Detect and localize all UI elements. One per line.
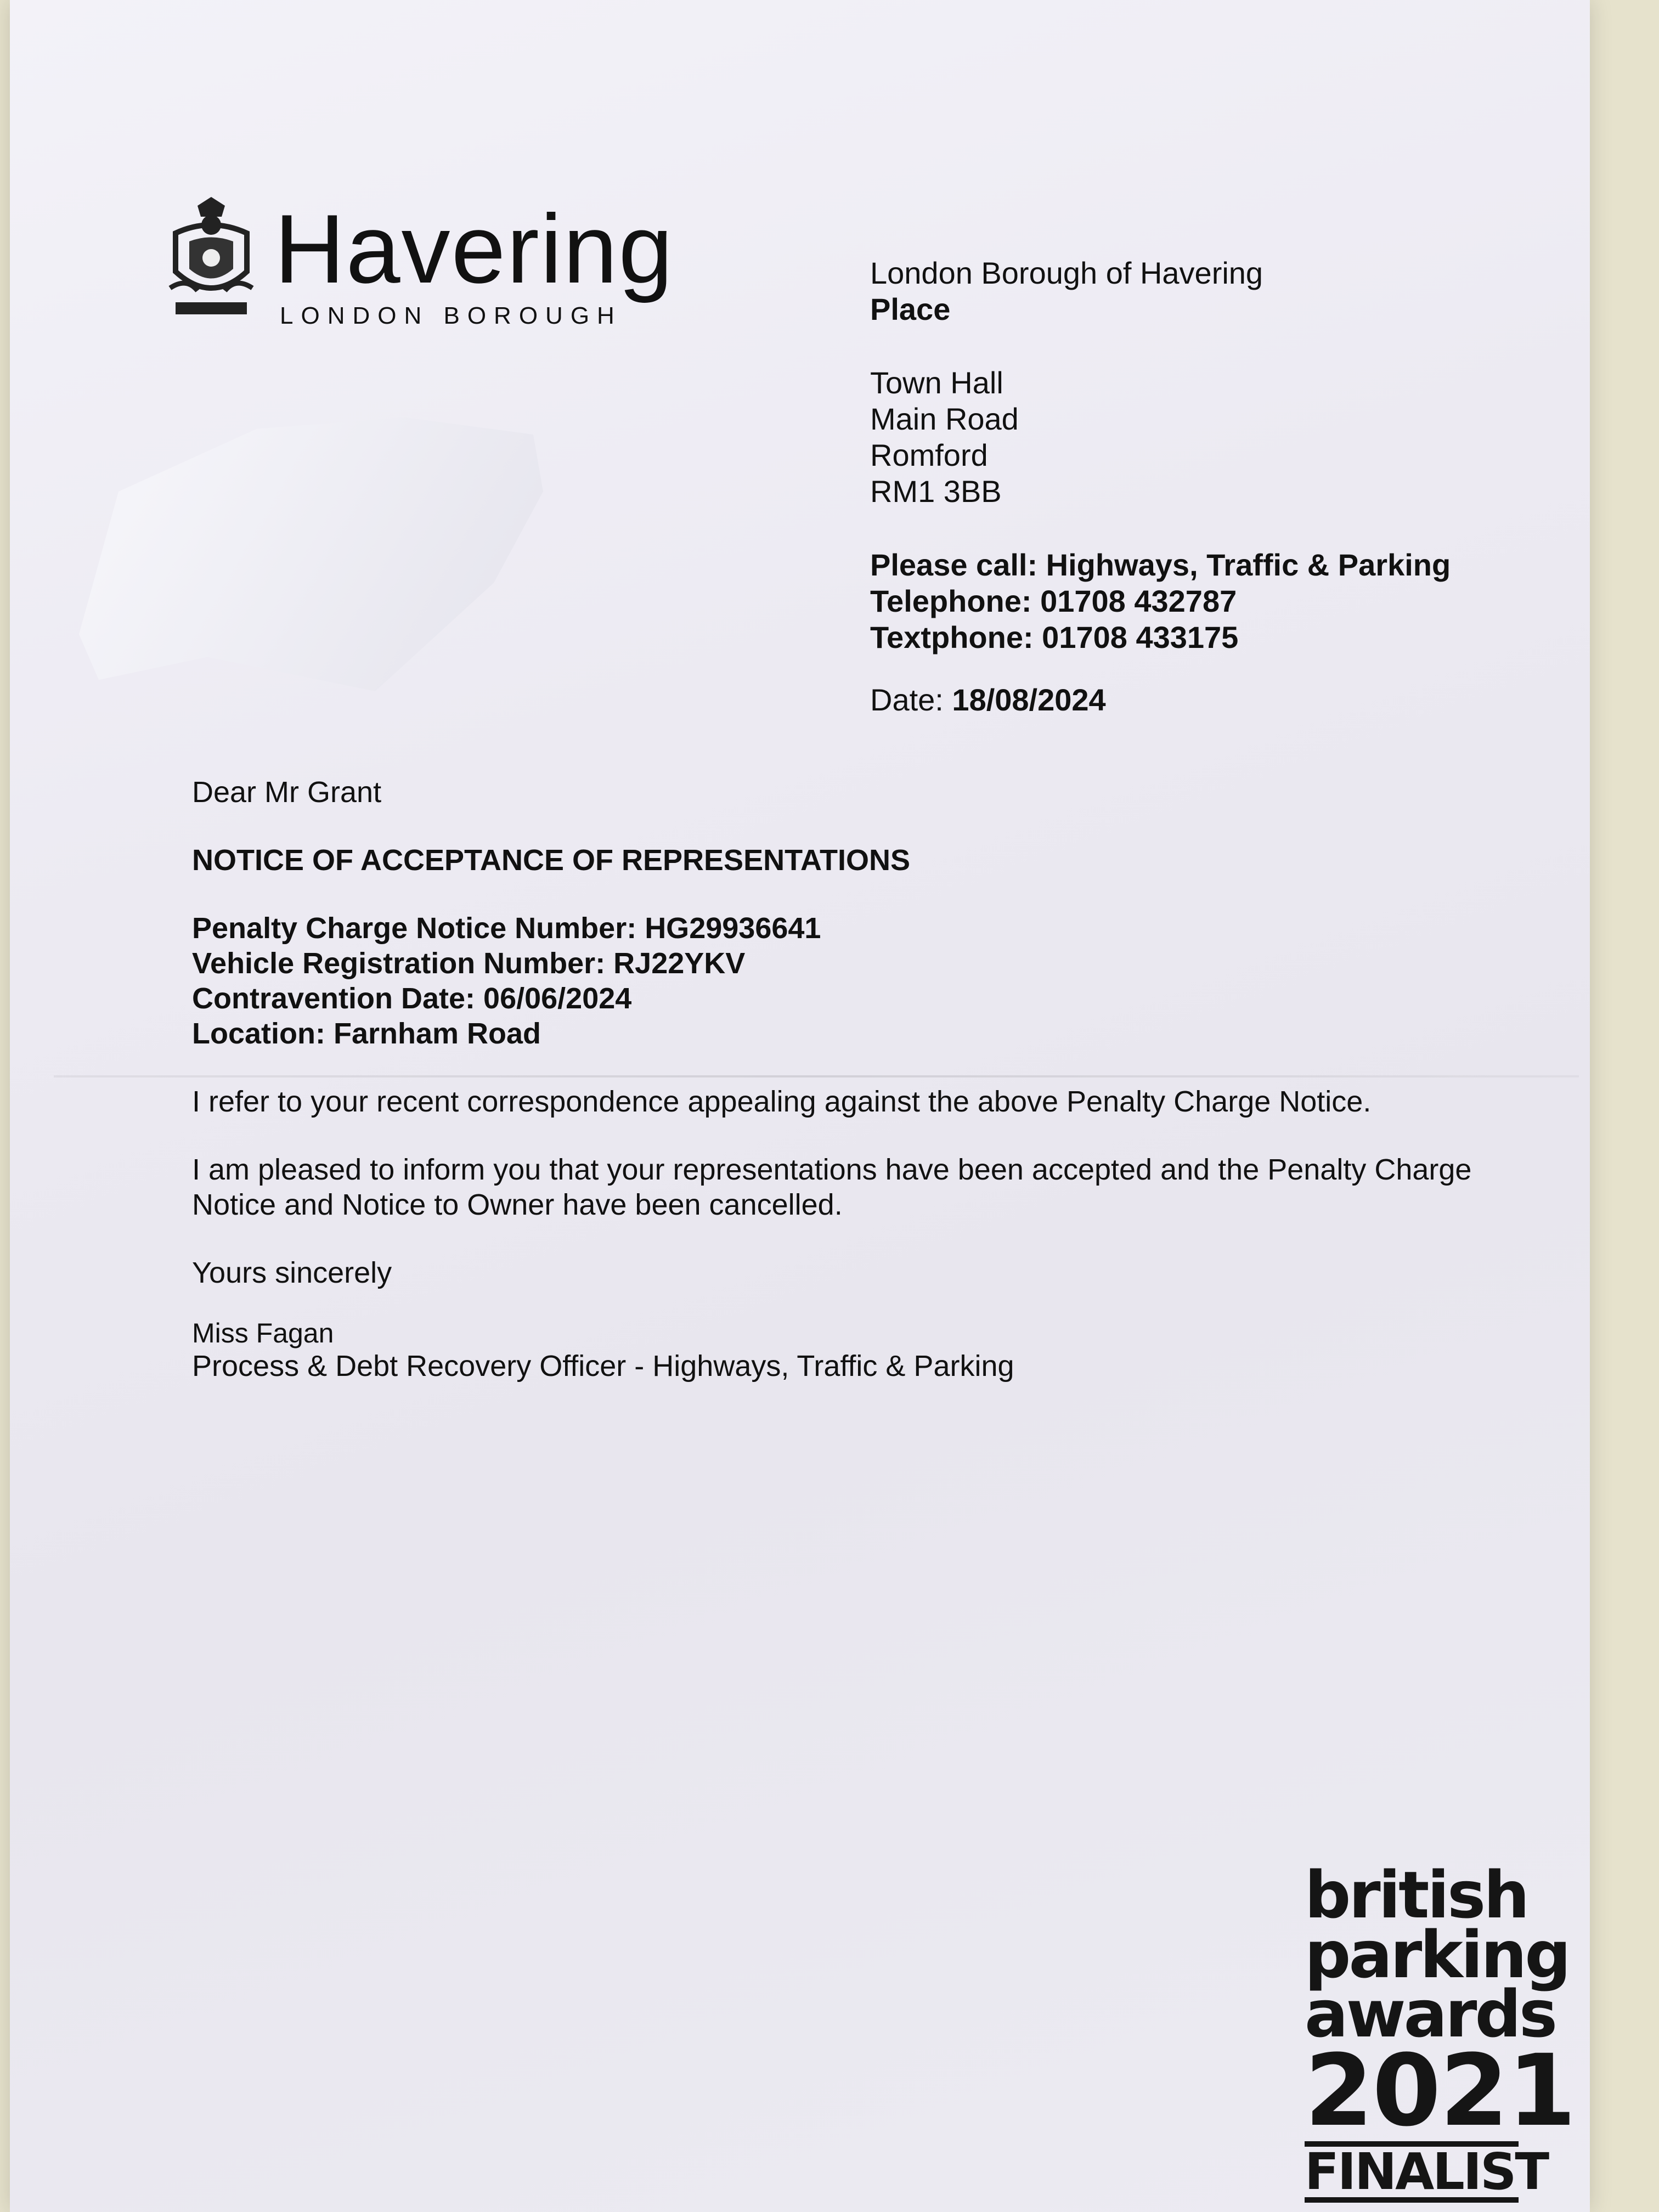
closing: Yours sincerely (192, 1256, 392, 1289)
contact-textphone: Textphone: 01708 433175 (870, 620, 1239, 654)
letter-paper (10, 0, 1590, 2212)
award-line-parking: parking (1305, 1916, 1569, 1993)
havering-logo (165, 194, 680, 329)
address-line: RM1 3BB (870, 474, 1002, 509)
torn-paper-flap (59, 406, 553, 691)
letter-body (192, 775, 1564, 1384)
paragraph-acceptance: I am pleased to inform you that your representations have been accepted and the Penalty Charge Notice and Notice to Owner have been cancelled. (192, 1153, 1472, 1221)
address-line: Town Hall (870, 365, 1003, 400)
contact-department: Please call: Highways, Traffic & Parking (870, 548, 1451, 582)
sender-organisation: London Borough of Havering (870, 256, 1263, 290)
date-value: 18/08/2024 (952, 682, 1106, 717)
logo-wordmark: Havering (274, 194, 674, 303)
award-line-awards: awards (1305, 1976, 1556, 2052)
sender-address-block (870, 255, 1550, 718)
letter-date (870, 682, 1550, 718)
detail-contravention-date: Contravention Date: 06/06/2024 (192, 982, 632, 1015)
letter-heading: NOTICE OF ACCEPTANCE OF REPRESENTATIONS (192, 844, 911, 877)
detail-location: Location: Farnham Road (192, 1017, 541, 1050)
award-year: 2021 (1305, 2033, 1575, 2148)
detail-vehicle-registration: Vehicle Registration Number: RJ22YKV (192, 947, 746, 980)
contact-telephone: Telephone: 01708 432787 (870, 584, 1237, 618)
date-label: Date: (870, 682, 944, 717)
paragraph-reference: I refer to your recent correspondence appealing against the above Penalty Charge Notice. (192, 1085, 1372, 1118)
british-parking-awards-badge (1305, 1857, 1575, 2203)
council-crest-icon (165, 195, 258, 321)
detail-pcn-number: Penalty Charge Notice Number: HG29936641 (192, 912, 821, 945)
logo-subtitle: LONDON BOROUGH (280, 302, 622, 329)
award-status: FINALIST (1305, 2141, 1519, 2203)
signatory-title: Process & Debt Recovery Officer - Highways, Traffic & Parking (192, 1350, 1014, 1383)
sender-department: Place (870, 292, 951, 326)
salutation: Dear Mr Grant (192, 776, 382, 809)
award-line-british: british (1305, 1857, 1528, 1933)
signatory-name: Miss Fagan (192, 1318, 334, 1348)
address-line: Romford (870, 438, 988, 472)
address-line: Main Road (870, 402, 1019, 436)
